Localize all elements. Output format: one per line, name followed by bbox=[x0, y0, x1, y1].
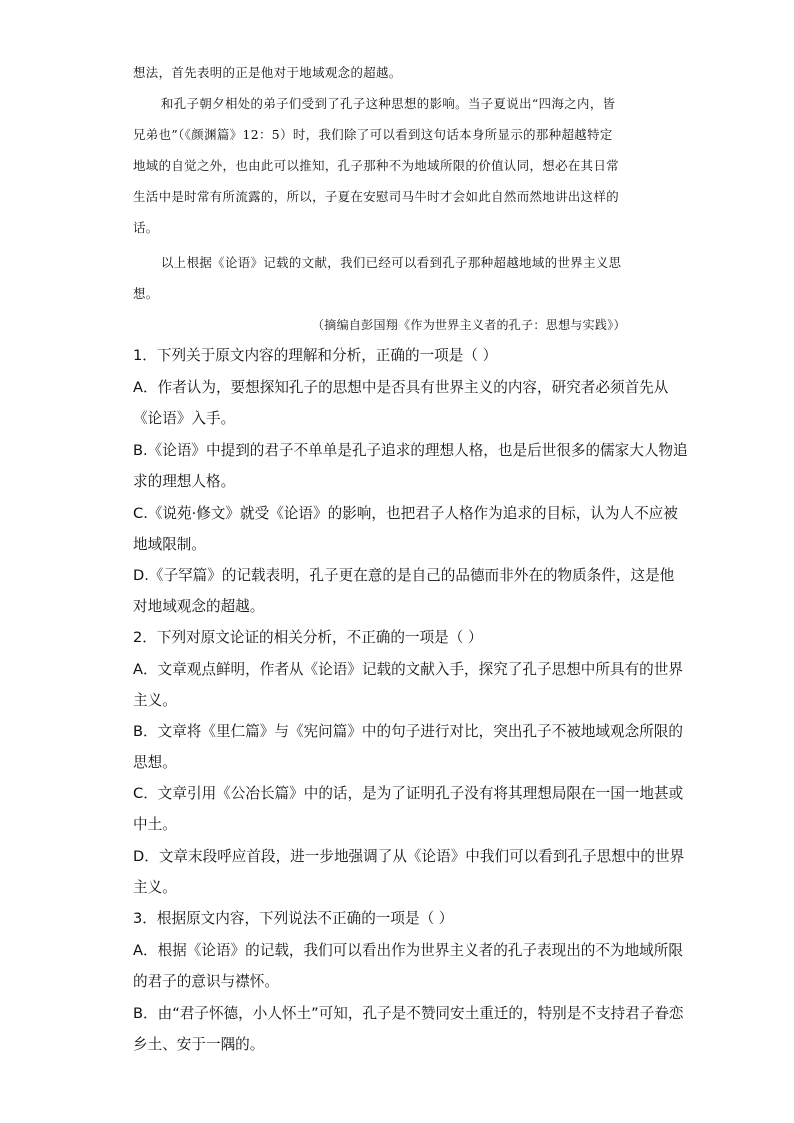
option-b-cont: 求的理想人格。 bbox=[133, 473, 236, 490]
passage-source: （摘编自彭国翔《作为世界主义者的孔子：思想与实践》） bbox=[312, 318, 626, 332]
option-a: A．根据《论语》的记载，我们可以看出作为世界主义者的孔子表现出的不为地域所限 bbox=[133, 942, 683, 959]
option-c-cont: 中土。 bbox=[133, 816, 177, 833]
passage-line: 地域的自觉之外，也由此可以推知，孔子那种不为地域所限的价值认同，想必在其日常 bbox=[133, 158, 620, 173]
passage-line: 和孔子朝夕相处的弟子们受到了孔子这种思想的影响。当子夏说出“四海之内，皆 bbox=[161, 96, 616, 111]
option-b-cont: 乡土、安于一隅的。 bbox=[133, 1036, 265, 1053]
passage-line: 生活中是时常有所流露的，所以，子夏在安慰司马牛时才会如此自然而然地讲出这样的 bbox=[133, 189, 620, 204]
question-stem: 3．根据原文内容，下列说法不正确的一项是（ ） bbox=[133, 910, 454, 927]
question-stem: 1．下列关于原文内容的理解和分析，正确的一项是（ ） bbox=[133, 347, 498, 364]
option-a: A．作者认为，要想探知孔子的思想中是否具有世界主义的内容，研究者必须首先从 bbox=[133, 379, 669, 396]
passage-line: 话。 bbox=[133, 220, 159, 235]
option-c: C．文章引用《公冶长篇》中的话，是为了证明孔子没有将其理想局限在一国一地甚或 bbox=[133, 785, 684, 802]
passage-line: 想法，首先表明的正是他对于地域观念的超越。 bbox=[133, 65, 402, 80]
option-b: B.《论语》中提到的君子不单单是孔子追求的理想人格，也是后世很多的儒家大人物追 bbox=[133, 442, 688, 459]
option-b-cont: 思想。 bbox=[133, 754, 177, 771]
option-c: C.《说苑·修文》就受《论语》的影响，也把君子人格作为追求的目标，认为人不应被 bbox=[133, 505, 678, 522]
option-d: D．文章末段呼应首段，进一步地强调了从《论语》中我们可以看到孔子思想中的世界 bbox=[133, 848, 685, 865]
option-b: B．文章将《里仁篇》与《宪问篇》中的句子进行对比，突出孔子不被地域观念所限的 bbox=[133, 723, 683, 740]
option-d-cont: 主义。 bbox=[133, 879, 177, 896]
option-b: B．由“君子怀德，小人怀土”可知，孔子是不赞同安土重迁的，特别是不支持君子眷恋 bbox=[133, 1005, 684, 1022]
question-stem: 2．下列对原文论证的相关分析，不正确的一项是（ ） bbox=[133, 629, 483, 646]
option-a-cont: 的君子的意识与襟怀。 bbox=[133, 973, 279, 990]
option-a: A．文章观点鲜明，作者从《论语》记载的文献入手，探究了孔子思想中所具有的世界 bbox=[133, 661, 683, 678]
option-a-cont: 《论语》入手。 bbox=[133, 410, 236, 427]
option-a-cont: 主义。 bbox=[133, 692, 177, 709]
option-c-cont: 地域限制。 bbox=[133, 536, 206, 553]
option-d-cont: 对地域观念的超越。 bbox=[133, 598, 265, 615]
passage-line: 想。 bbox=[133, 286, 159, 301]
passage-line: 兄弟也”（《颜渊篇》12：5）时，我们除了可以看到这句话本身所显示的那种超越特定 bbox=[133, 127, 613, 142]
passage-line: 以上根据《论语》记载的文献，我们已经可以看到孔子那种超越地域的世界主义思 bbox=[161, 255, 622, 270]
option-d: D.《子罕篇》的记载表明，孔子更在意的是自己的品德而非外在的物质条件，这是他 bbox=[133, 567, 675, 584]
